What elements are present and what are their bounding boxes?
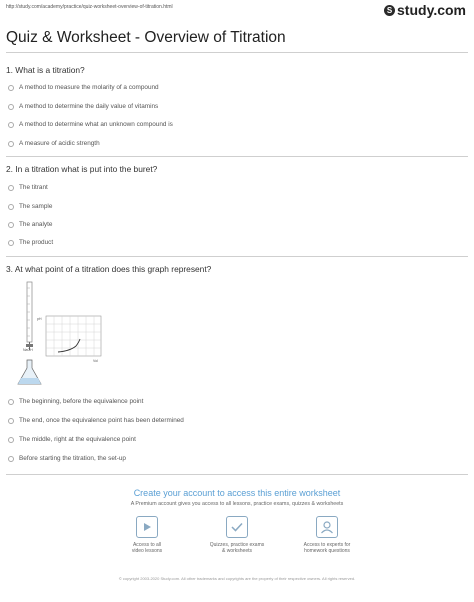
feature-experts: Access to experts for homework questions bbox=[282, 516, 372, 554]
graph-box bbox=[46, 316, 101, 356]
copyright-text: © copyright 2003-2020 Study.com. All other trademarks and copyrights are the property of their respective owners. All rights reserved. bbox=[118, 576, 356, 581]
question-2: 2. In a titration what is put into the buret? bbox=[6, 164, 158, 174]
q1-option-b[interactable]: A method to determine the daily value of vitamins bbox=[8, 103, 158, 110]
radio-icon[interactable] bbox=[8, 141, 14, 147]
q1-option-d[interactable]: A measure of acidic strength bbox=[8, 140, 100, 147]
radio-icon[interactable] bbox=[8, 437, 14, 443]
stopcock bbox=[26, 344, 33, 347]
question-1: 1. What is a titration? bbox=[6, 65, 85, 75]
page-url: http://study.com/academy/practice/quiz-worksheet-overview-of-titration.html bbox=[6, 4, 173, 10]
page-title: Quiz & Worksheet - Overview of Titration bbox=[6, 29, 286, 46]
radio-icon[interactable] bbox=[8, 418, 14, 424]
quiz-icon bbox=[226, 516, 248, 538]
question-3: 3. At what point of a titration does this graph represent? bbox=[6, 264, 212, 274]
divider bbox=[6, 474, 468, 475]
q2-option-c[interactable]: The analyte bbox=[8, 221, 52, 228]
q2-option-a[interactable]: The titrant bbox=[8, 184, 48, 191]
q3-option-d[interactable]: Before starting the titration, the set-up bbox=[8, 455, 126, 462]
titration-figure bbox=[6, 280, 106, 392]
q2-option-b[interactable]: The sample bbox=[8, 203, 52, 210]
radio-icon[interactable] bbox=[8, 185, 14, 191]
q3-option-a[interactable]: The beginning, before the equivalence point bbox=[8, 398, 143, 405]
create-account-link[interactable]: Create your account to access this entire worksheet bbox=[133, 488, 341, 498]
radio-icon[interactable] bbox=[8, 240, 14, 246]
radio-icon[interactable] bbox=[8, 85, 14, 91]
expert-icon bbox=[316, 516, 338, 538]
y-axis-label: pH bbox=[37, 317, 42, 321]
divider bbox=[6, 156, 468, 157]
logo-icon: S bbox=[384, 5, 395, 16]
radio-icon[interactable] bbox=[8, 399, 14, 405]
logo-text: study.com bbox=[397, 2, 466, 18]
radio-icon[interactable] bbox=[8, 222, 14, 228]
q1-option-a[interactable]: A method to measure the molarity of a compound bbox=[8, 84, 159, 91]
feature-video-lessons: Access to all video lessons bbox=[102, 516, 192, 554]
video-icon bbox=[136, 516, 158, 538]
study-logo[interactable] bbox=[384, 2, 466, 18]
q3-option-b[interactable]: The end, once the equivalence point has been determined bbox=[8, 417, 184, 424]
title-divider bbox=[6, 52, 468, 53]
flask-label: NaOH bbox=[23, 348, 33, 352]
feature-quizzes: Quizzes, practice exams & worksheets bbox=[192, 516, 282, 554]
x-axis-label: Vol bbox=[93, 359, 98, 363]
q3-option-c[interactable]: The middle, right at the equivalence point bbox=[8, 436, 136, 443]
radio-icon[interactable] bbox=[8, 122, 14, 128]
q1-option-c[interactable]: A method to determine what an unknown compound is bbox=[8, 121, 173, 128]
radio-icon[interactable] bbox=[8, 104, 14, 110]
cta-subtitle: A Premium account gives you access to all lessons, practice exams, quizzes & worksheets bbox=[130, 501, 344, 507]
radio-icon[interactable] bbox=[8, 456, 14, 462]
radio-icon[interactable] bbox=[8, 204, 14, 210]
divider bbox=[6, 256, 468, 257]
q2-option-d[interactable]: The product bbox=[8, 239, 53, 246]
